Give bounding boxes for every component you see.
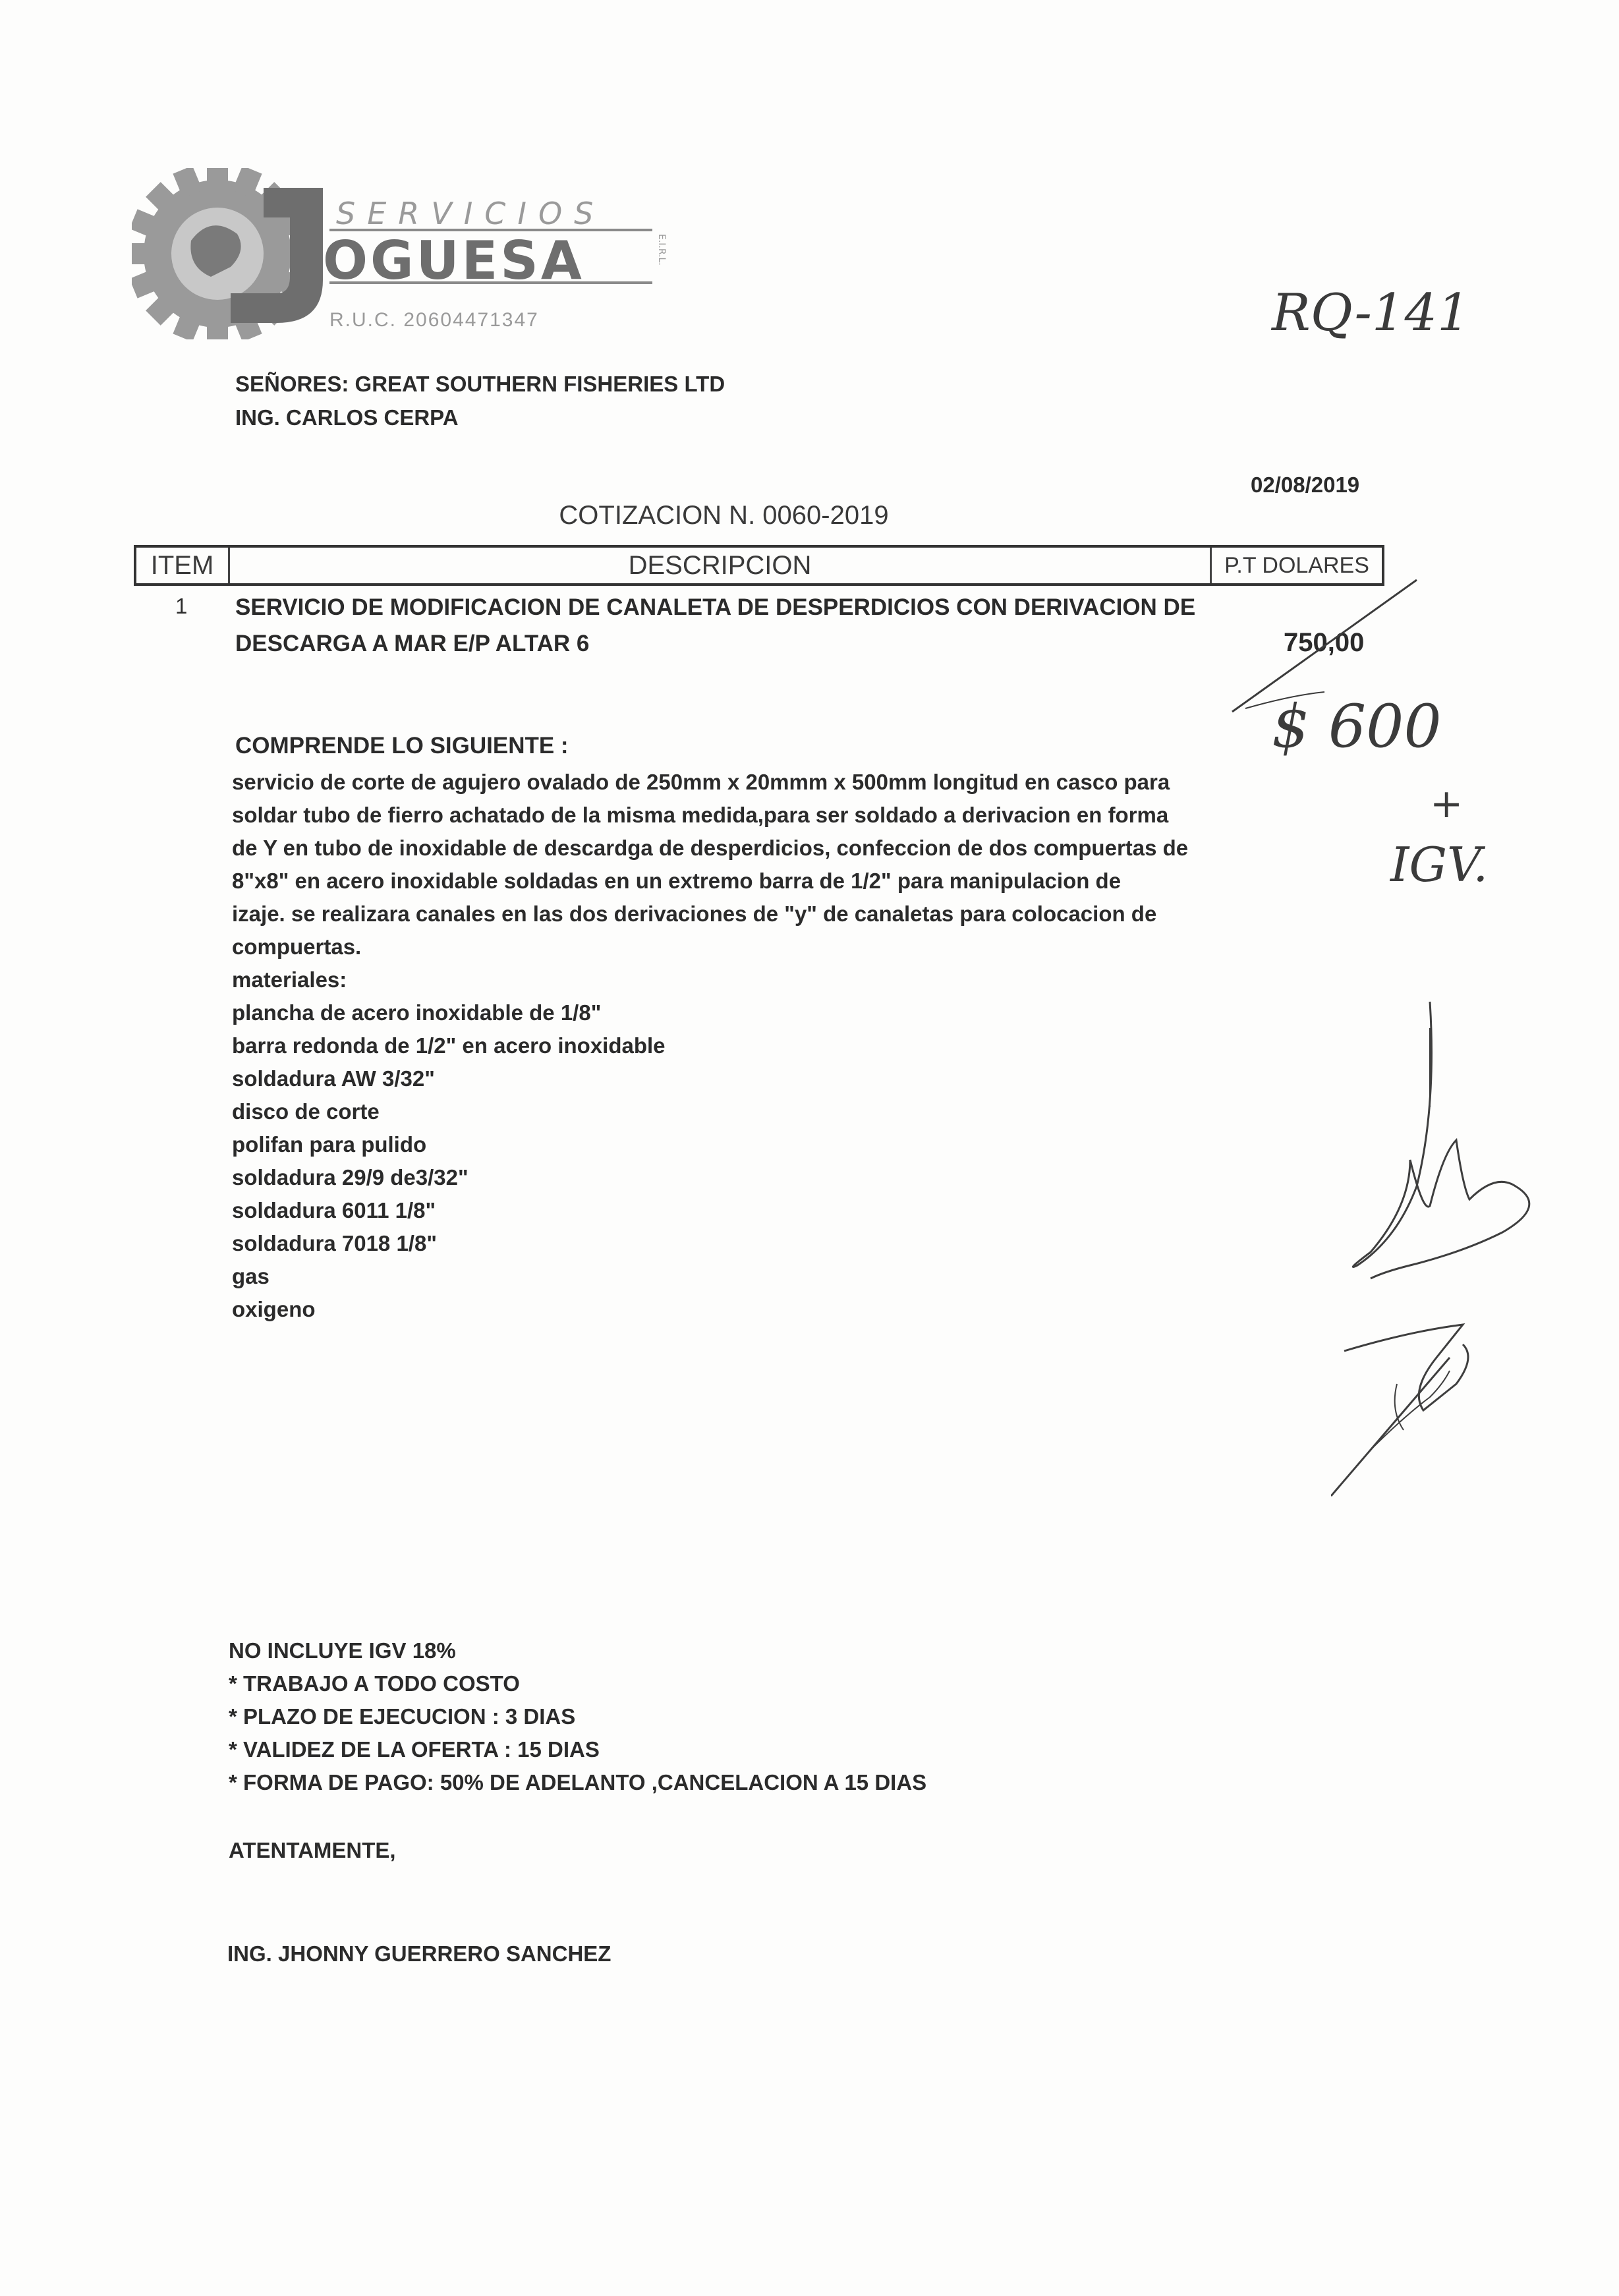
term-line: * VALIDEZ DE LA OFERTA : 15 DIAS [229,1737,600,1762]
term-line: NO INCLUYE IGV 18% [229,1638,456,1663]
recipient-line-1: SEÑORES: GREAT SOUTHERN FISHERIES LTD [235,372,725,396]
handwritten-reference: RQ-141 [1272,283,1470,343]
scope-line: compuertas. [232,934,362,959]
handwritten-new-price: $ 600 [1272,692,1442,761]
handwritten-plus: + [1430,781,1463,827]
row-price: 750,00 [1284,628,1365,657]
scope-line: plancha de acero inoxidable de 1/8" [232,1000,602,1025]
handwritten-tax: IGV. [1390,837,1489,892]
scope-line: materiales: [232,967,347,992]
scope-line: polifan para pulido [232,1132,427,1157]
company-ruc: R.U.C. 20604471347 [329,309,539,331]
terms-list [229,1634,926,1799]
header-description: DESCRIPCION [230,548,1212,583]
signature-icon [1331,989,1581,1516]
scope-line: 8"x8" en acero inoxidable soldadas en un extremo barra de 1/2" para manipulacion de [232,869,1122,893]
scope-list [232,766,1260,1326]
row-description-line-1: SERVICIO DE MODIFICACION DE CANALETA DE DESPERDICIOS CON DERIVACION DE [235,594,1196,620]
gear-logo-icon [132,168,679,339]
scope-line: soldadura 29/9 de3/32" [232,1165,469,1190]
term-line: * TRABAJO A TODO COSTO [229,1671,520,1696]
table-header [134,545,1384,586]
term-line: * FORMA DE PAGO: 50% DE ADELANTO ,CANCELACION A 15 DIAS [229,1770,927,1794]
company-name-top: SERVICIOS [336,196,606,231]
scope-line: izaje. se realizara canales en las dos derivaciones de "y" de canaletas para colocacion de [232,902,1157,926]
scope-line: servicio de corte de agujero ovalado de 250mm x 20mmm x 500mm longitud en casco para [232,770,1170,794]
recipient-line-2: ING. CARLOS CERPA [235,405,459,430]
company-suffix: E.I.R.L. [656,234,667,266]
company-logo [132,168,679,339]
scope-line: oxigeno [232,1297,316,1321]
company-name-main: OGUESA [323,230,584,291]
term-line: * PLAZO DE EJECUCION : 3 DIAS [229,1704,576,1729]
closing-text: ATENTAMENTE, [229,1838,396,1862]
scope-line: soldadura 6011 1/8" [232,1198,436,1222]
scope-line: de Y en tubo de inoxidable de descardga de desperdicios, confeccion de dos compuertas de [232,836,1189,860]
row-description-line-2: DESCARGA A MAR E/P ALTAR 6 [235,631,590,656]
scope-line: soldadura 7018 1/8" [232,1231,437,1255]
header-item: ITEM [136,548,230,583]
scope-line: soldar tubo de fierro achatado de la misma medida,para ser soldado a derivacion en forma [232,803,1169,827]
header-price: P.T DOLARES [1224,553,1369,578]
scope-line: soldadura AW 3/32" [232,1066,435,1091]
scope-heading: COMPRENDE LO SIGUIENTE : [235,733,569,759]
scope-line: barra redonda de 1/2" en acero inoxidable [232,1033,666,1058]
quote-date: 02/08/2019 [1251,473,1360,497]
scope-line: gas [232,1264,270,1288]
quote-title: COTIZACION N. 0060-2019 [559,501,889,530]
row-item-number: 1 [175,594,188,618]
scope-line: disco de corte [232,1099,380,1124]
signatory-name: ING. JHONNY GUERRERO SANCHEZ [227,1941,611,1966]
